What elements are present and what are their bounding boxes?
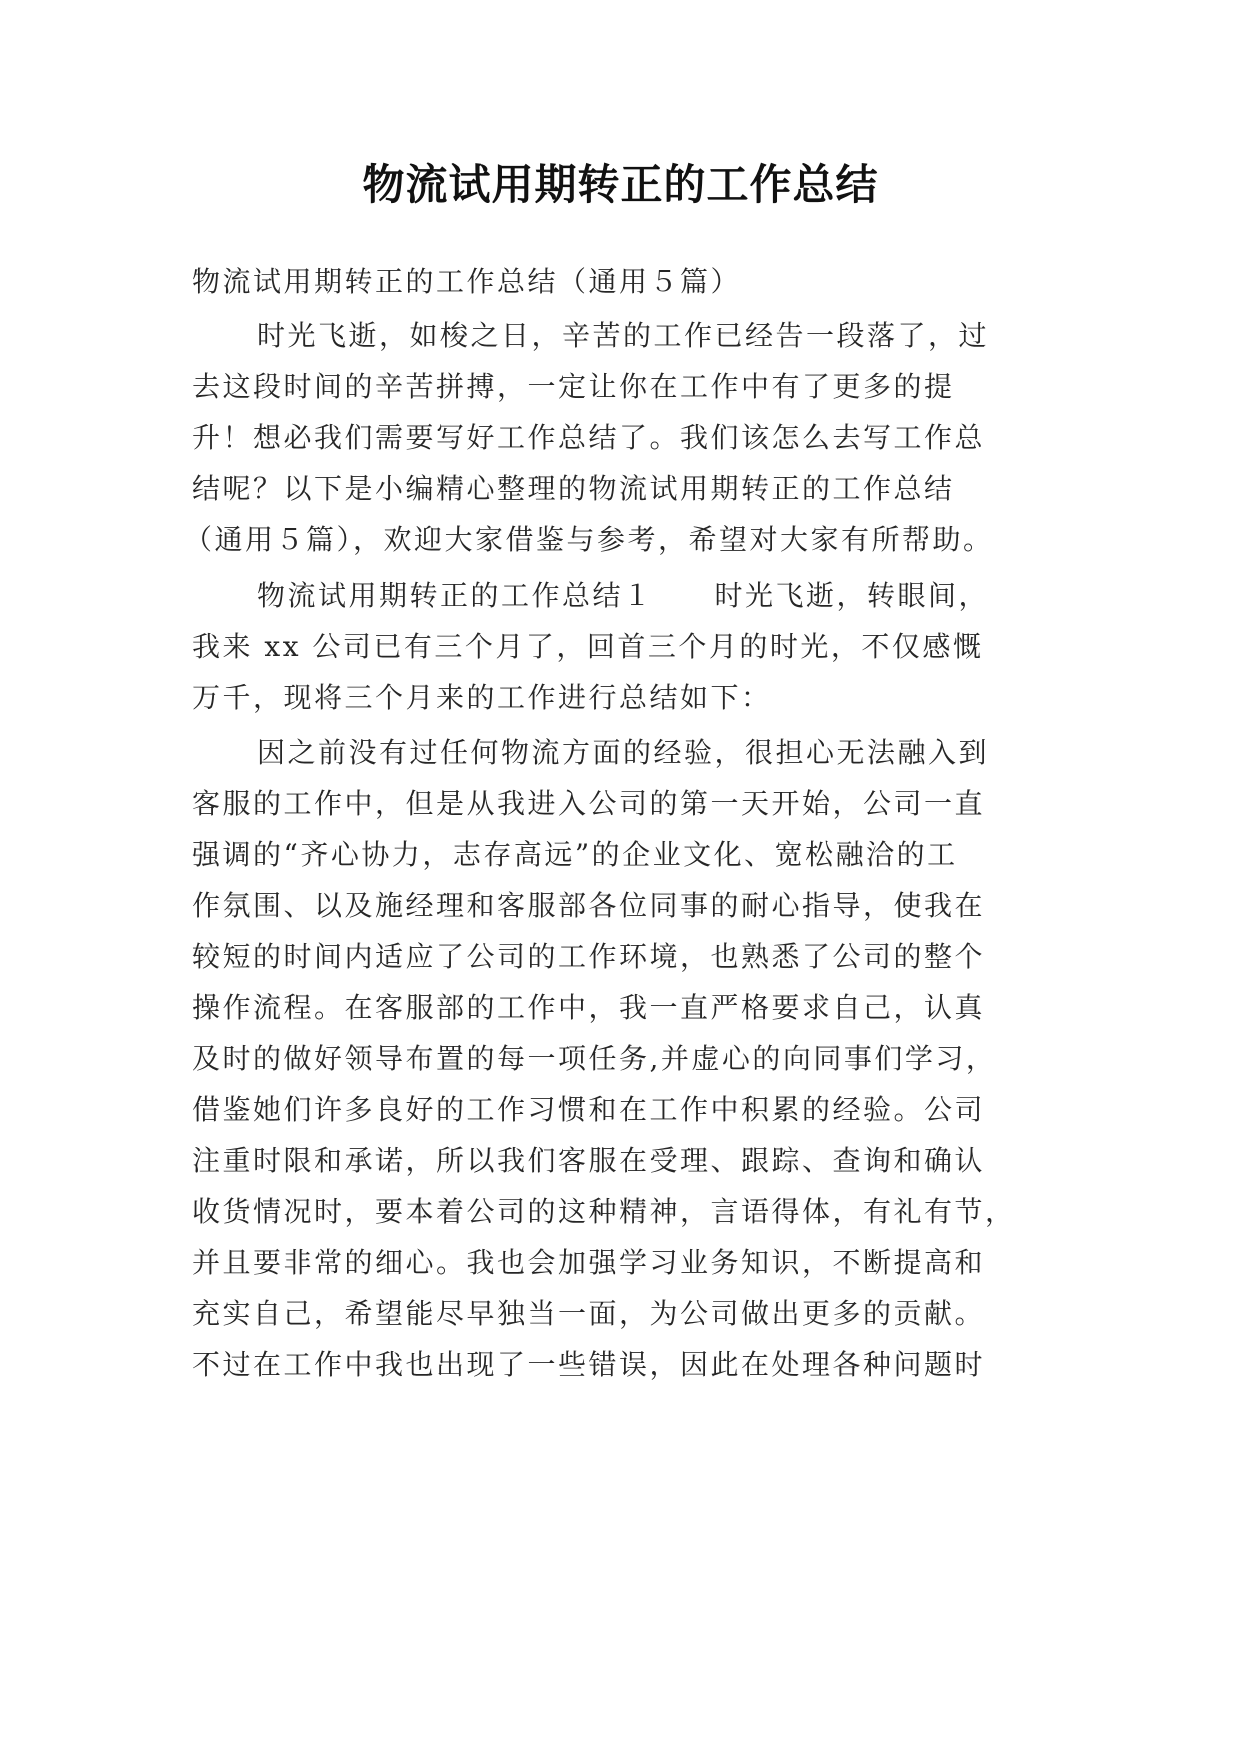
paragraph-line: 时光飞逝，如梭之日，辛苦的工作已经告一段落了，过	[257, 319, 990, 352]
section-heading-line: 物流试用期转正的工作总结１ 时光飞逝，转眼间，	[257, 579, 990, 612]
paragraph-line: 客服的工作中，但是从我进入公司的第一天开始，公司一直	[192, 787, 986, 820]
paragraph-line: 充实自己，希望能尽早独当一面，为公司做出更多的贡献。	[192, 1297, 986, 1330]
paragraph-line: 升！想必我们需要写好工作总结了。我们该怎么去写工作总	[192, 421, 986, 454]
paragraph-line: 较短的时间内适应了公司的工作环境，也熟悉了公司的整个	[192, 940, 986, 973]
paragraph-line: 去这段时间的辛苦拼搏，一定让你在工作中有了更多的提	[192, 370, 955, 403]
paragraph-line: 及时的做好领导布置的每一项任务,并虚心的向同事们学习，	[192, 1042, 997, 1075]
document-title: 物流试用期转正的工作总结	[362, 160, 879, 209]
paragraph-line: 我来 xx 公司已有三个月了，回首三个月的时光，不仅感慨	[192, 630, 984, 663]
paragraph-line: 不过在工作中我也出现了一些错误，因此在处理各种问题时	[192, 1348, 986, 1381]
paragraph-line: 借鉴她们许多良好的工作习惯和在工作中积累的经验。公司	[192, 1093, 986, 1126]
subtitle-line: 物流试用期转正的工作总结（通用５篇）	[192, 265, 742, 298]
paragraph-line: 结呢？以下是小编精心整理的物流试用期转正的工作总结	[192, 472, 955, 505]
paragraph-line: 强调的“齐心协力，志存高远”的企业文化、宽松融洽的工	[192, 838, 958, 871]
paragraph-line: 因之前没有过任何物流方面的经验，很担心无法融入到	[257, 736, 990, 769]
paragraph-line: （通用５篇），欢迎大家借鉴与参考，希望对大家有所帮助。	[184, 523, 994, 556]
paragraph-line: 作氛围、以及施经理和客服部各位同事的耐心指导，使我在	[192, 889, 986, 922]
paragraph-line: 操作流程。在客服部的工作中，我一直严格要求自己，认真	[192, 991, 986, 1024]
paragraph-line: 并且要非常的细心。我也会加强学习业务知识，不断提高和	[192, 1246, 986, 1279]
paragraph-line: 收货情况时，要本着公司的这种精神，言语得体，有礼有节，	[192, 1195, 1016, 1228]
paragraph-line: 万千，现将三个月来的工作进行总结如下：	[192, 681, 772, 714]
paragraph-line: 注重时限和承诺，所以我们客服在受理、跟踪、查询和确认	[192, 1144, 986, 1177]
